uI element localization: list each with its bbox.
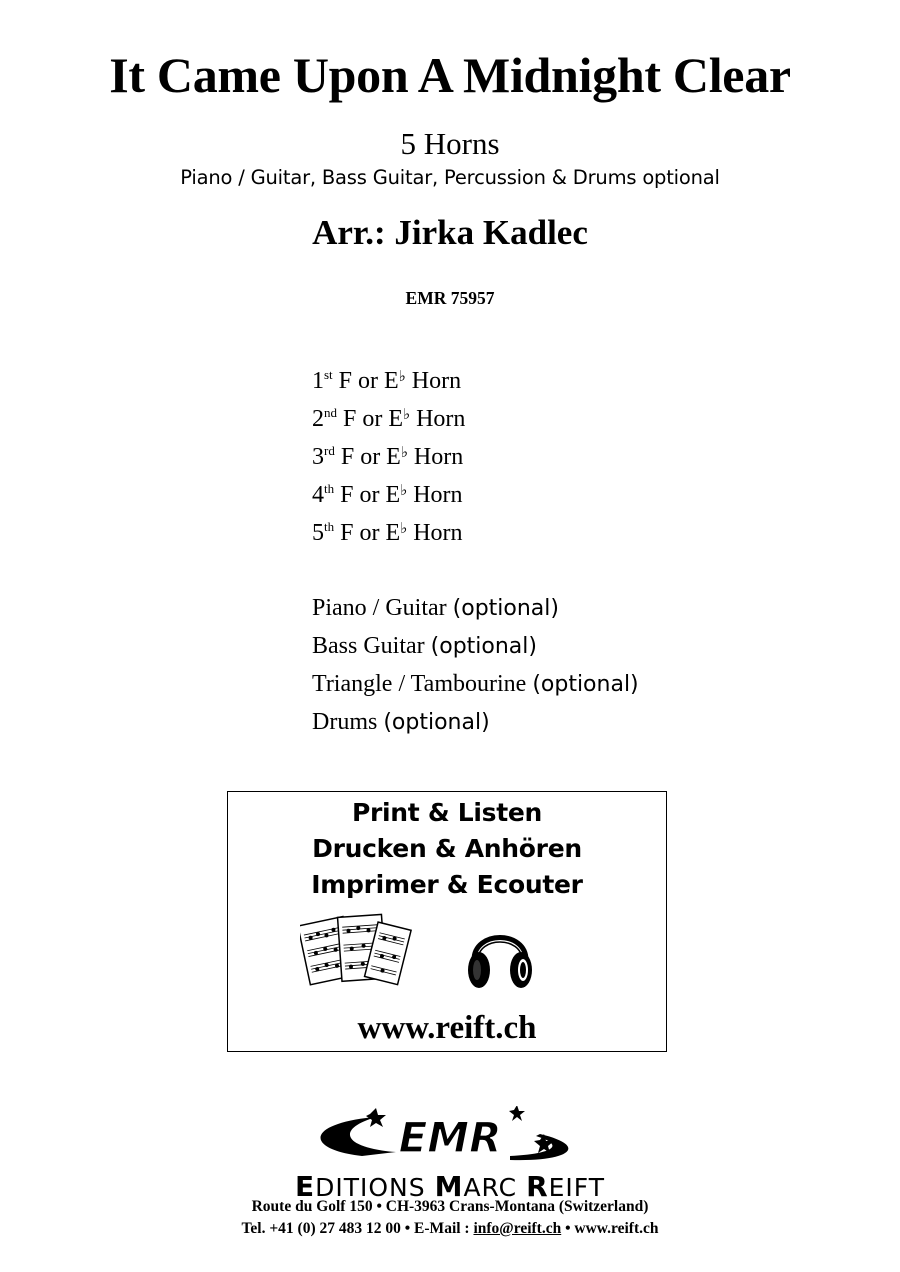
optional-part-item: Bass Guitar (optional) [312, 633, 537, 659]
optional-part-item: Triangle / Tambourine (optional) [312, 671, 639, 697]
page-title: It Came Upon A Midnight Clear [109, 47, 791, 103]
optional-part-item: Drums (optional) [312, 709, 490, 735]
part-list-item: 5th F or E♭ Horn [312, 519, 463, 546]
promo-line-en: Print & Listen [351, 798, 543, 827]
headphones-icon [464, 916, 536, 992]
email-link[interactable]: info@reift.ch [473, 1220, 562, 1237]
print-listen-box [227, 791, 667, 1052]
promo-line-de: Drucken & Anhören [312, 834, 582, 863]
part-list-item: 3rd F or E♭ Horn [312, 443, 464, 470]
part-list-item: 4th F or E♭ Horn [312, 481, 463, 508]
part-list-item: 2nd F or E♭ Horn [312, 405, 466, 432]
publisher-name: EDITIONS MARC REIFT [294, 1170, 606, 1203]
arranger: Arr.: Jirka Kadlec [312, 213, 588, 252]
emr-logo [300, 1106, 600, 1168]
publisher-contact: Tel. +41 (0) 27 483 12 00 • E-Mail : info@reift.ch • www.reift.ch [241, 1220, 659, 1237]
promo-url[interactable]: www.reift.ch [357, 1010, 537, 1046]
instrumentation-line: Piano / Guitar, Bass Guitar, Percussion & Drums optional [180, 166, 720, 189]
emr-logo-text: EMR [398, 1113, 502, 1162]
optional-part-item: Piano / Guitar (optional) [312, 595, 559, 621]
sheet-music-icon [300, 912, 412, 994]
subtitle: 5 Horns [400, 126, 500, 161]
publisher-address: Route du Golf 150 • CH-3963 Crans-Montana (Switzerland) [251, 1198, 649, 1215]
catalog-code: EMR 75957 [405, 288, 495, 308]
part-list-item: 1st F or E♭ Horn [312, 367, 462, 394]
promo-line-fr: Imprimer & Ecouter [311, 870, 583, 899]
